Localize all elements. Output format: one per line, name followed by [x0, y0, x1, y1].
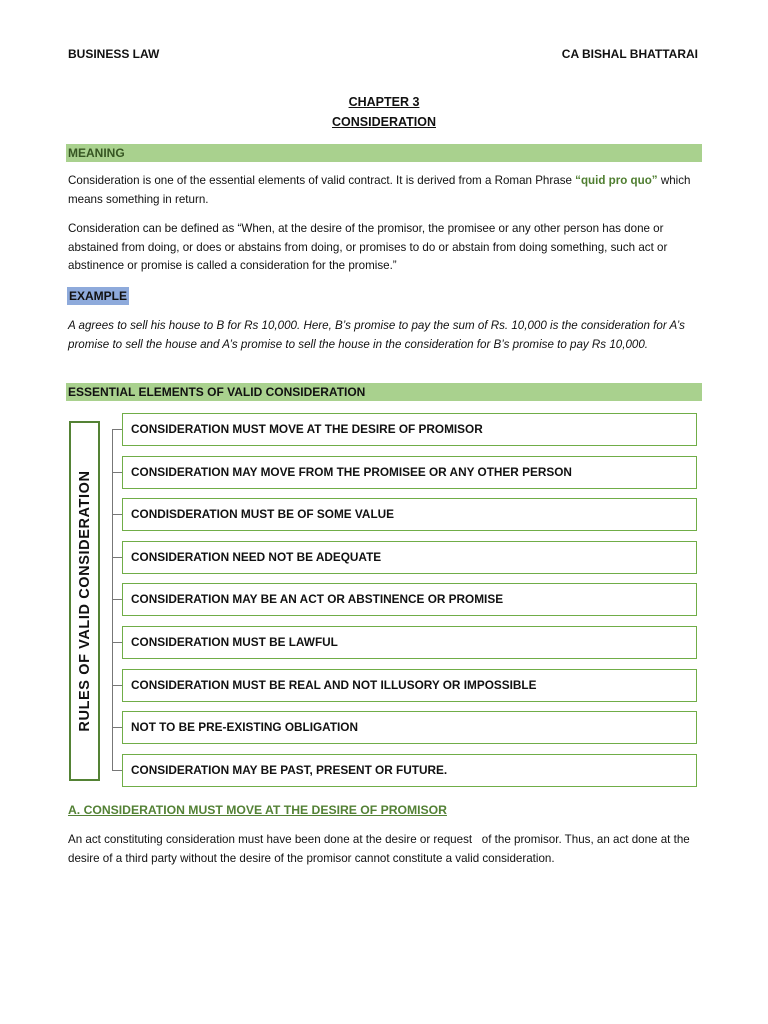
rule-box-4: CONSIDERATION NEED NOT BE ADEQUATE: [122, 541, 697, 574]
meaning-text-part-1: Consideration is one of the essential elements of valid contract. It is derived from a Roman Phrase: [68, 174, 576, 187]
diagram-connector-line: [112, 429, 113, 771]
diagram-connector-tick: [112, 557, 122, 558]
rule-box-5: CONSIDERATION MAY BE AN ACT OR ABSTINENCE OR PROMISE: [122, 583, 697, 616]
meaning-paragraph-1: [68, 172, 702, 209]
diagram-connector-tick: [112, 514, 122, 515]
rule-box-3: CONDISDERATION MUST BE OF SOME VALUE: [122, 498, 697, 531]
rule-box-8: NOT TO BE PRE-EXISTING OBLIGATION: [122, 711, 697, 744]
diagram-connector-tick: [112, 642, 122, 643]
rule-box-1: CONSIDERATION MUST MOVE AT THE DESIRE OF PROMISOR: [122, 413, 697, 446]
meaning-text-part-2: which means something in return.: [68, 174, 691, 206]
section-a-paragraph: An act constituting consideration must have been done at the desire or request of the promisor. Thus, an act done at the desire of a third party without the desire of the promisor cannot constitute a valid consideration.: [68, 833, 693, 865]
elements-heading: ESSENTIAL ELEMENTS OF VALID CONSIDERATION: [66, 383, 702, 401]
header-author: CA BISHAL BHATTARAI: [561, 47, 698, 61]
example-heading: EXAMPLE: [69, 289, 128, 303]
rule-box-7: CONSIDERATION MUST BE REAL AND NOT ILLUSORY OR IMPOSSIBLE: [122, 669, 697, 702]
diagram-connector-tick: [112, 472, 122, 473]
diagram-connector-tick: [112, 685, 122, 686]
rule-box-9: CONSIDERATION MAY BE PAST, PRESENT OR FUTURE.: [122, 754, 697, 787]
rule-box-2: CONSIDERATION MAY MOVE FROM THE PROMISEE OR ANY OTHER PERSON: [122, 456, 697, 489]
diagram-connector-tick: [112, 429, 122, 430]
rule-box-6: CONSIDERATION MUST BE LAWFUL: [122, 626, 697, 659]
quid-pro-quo-phrase: “quid pro quo”: [575, 174, 658, 187]
meaning-heading: MEANING: [66, 144, 702, 162]
diagram-connector-tick: [112, 770, 122, 771]
side-label-text: RULES OF VALID CONSIDERATION: [77, 470, 93, 732]
chapter-number: CHAPTER 3: [348, 95, 420, 109]
chapter-title: CONSIDERATION: [332, 115, 436, 129]
section-a-heading: A. CONSIDERATION MUST MOVE AT THE DESIRE OF PROMISOR: [68, 803, 447, 817]
diagram-connector-tick: [112, 727, 122, 728]
diagram-connector-tick: [112, 599, 122, 600]
example-paragraph: A agrees to sell his house to B for Rs 10,000. Here, B’s promise to pay the sum of Rs. 10,000 is the consideration for A’s promise to sell the house and A’s promise to sell the house in the consideration for B’s promise to pay Rs 10,000.: [68, 319, 685, 351]
header-subject: BUSINESS LAW: [68, 47, 160, 61]
meaning-paragraph-2: Consideration can be defined as “When, at the desire of the promisor, the promisee or any other person has done or abstained from doing, or does or abstains from doing, or promises to do or abstain from doing something, such act or abstinence or promise is called a consideration for the promise.”: [68, 222, 668, 272]
